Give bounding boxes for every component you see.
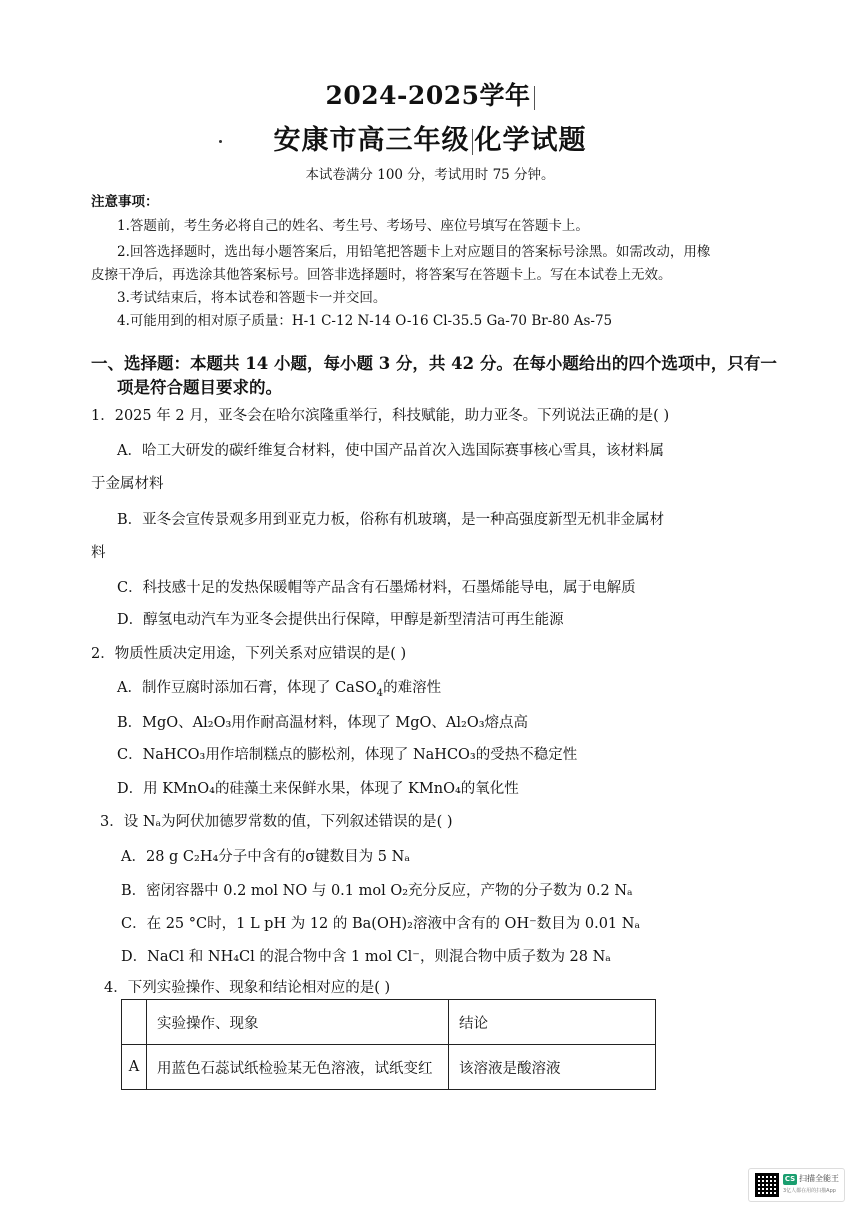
section-heading: 一、选择题：本题共 14 小题，每小题 3 分，共 42 分。在每小题给出的四个选项中，只有一: [91, 354, 777, 373]
question-3-option-a: A．28 g C₂H₄分子中含有的σ键数目为 5 Nₐ: [121, 849, 410, 865]
question-2-option-b: B．MgO、Al₂O₃用作耐高温材料，体现了 MgO、Al₂O₃熔点高: [117, 715, 529, 731]
question-1-option-a-cont: 于金属材料: [91, 476, 164, 492]
experiment-table: [121, 999, 656, 1090]
table-cell: A: [122, 1045, 147, 1090]
question-2-stem: 2．物质性质决定用途，下列关系对应错误的是( ): [91, 646, 407, 662]
table-header-row: [122, 1000, 656, 1045]
question-1-option-b-cont: 料: [91, 545, 106, 561]
note-item: 皮擦干净后，再选涂其他答案标号。回答非选择题时，将答案写在答题卡上。写在本试卷上无效。: [91, 267, 672, 283]
note-item: 2.回答选择题时，选出每小题答案后，用铅笔把答题卡上对应题目的答案标号涂黑。如需改动，用橡: [117, 244, 711, 260]
scanner-tagline: 3亿人都在用的扫描App: [783, 1188, 836, 1194]
exam-subtitle: 本试卷满分 100 分，考试用时 75 分钟。: [305, 167, 555, 183]
question-4-stem: 4．下列实验操作、现象和结论相对应的是( ): [104, 980, 391, 996]
question-1-option-d: D．醇氢电动汽车为亚冬会提供出行保障，甲醇是新型清洁可再生能源: [117, 612, 564, 628]
table-header-cell: 结论: [449, 1000, 656, 1045]
question-2-option-c: C．NaHCO₃用作培制糕点的膨松剂，体现了 NaHCO₃的受热不稳定性: [117, 747, 578, 763]
table-cell: 用蓝色石蕊试纸检验某无色溶液，试纸变红: [147, 1045, 449, 1090]
note-item: 1.答题前，考生务必将自己的姓名、考生号、考场号、座位号填写在答题卡上。: [117, 218, 589, 234]
question-3-option-c: C．在 25 °C时，1 L pH 为 12 的 Ba(OH)₂溶液中含有的 OH⁻数目为 0.01 Nₐ: [121, 916, 641, 932]
question-3-option-d: D．NaCl 和 NH₄Cl 的混合物中含 1 mol Cl⁻，则混合物中质子数为 28 Nₐ: [121, 949, 611, 965]
table-row: [122, 1045, 656, 1090]
note-item: 4.可能用到的相对原子质量：H-1 C-12 N-14 O-16 Cl-35.5 Ga-70 Br-80 As-75: [117, 313, 613, 329]
section-heading-cont: 项是符合题目要求的。: [117, 378, 282, 397]
question-1-option-a: A．哈工大研发的碳纤维复合材料，使中国产品首次入选国际赛事核心雪具，该材料属: [117, 443, 664, 459]
question-1-stem: 1．2025 年 2 月，亚冬会在哈尔滨隆重举行，科技赋能，助力亚冬。下列说法正确的是( ): [91, 408, 670, 424]
table-header-cell: [122, 1000, 147, 1045]
scanner-logo: CS: [784, 1175, 796, 1183]
question-2-option-a: A．制作豆腐时添加石膏，体现了 CaSO$_4$的难溶性: [117, 680, 442, 699]
qr-code-icon: [755, 1173, 779, 1197]
exam-year: 2024-2025学年: [0, 76, 860, 112]
question-1-option-c: C．科技感十足的发热保暖帽等产品含有石墨烯材料，石墨烯能导电，属于电解质: [117, 580, 636, 596]
table-header-cell: 实验操作、现象: [147, 1000, 449, 1045]
table-cell: 该溶液是酸溶液: [449, 1045, 656, 1090]
question-3-option-b: B．密闭容器中 0.2 mol NO 与 0.1 mol O₂充分反应，产物的分子数为 0.2 Nₐ: [121, 883, 633, 899]
exam-title: 安康市高三年级 化学试题: [273, 125, 587, 156]
note-item: 3.考试结束后，将本试卷和答题卡一并交回。: [117, 290, 387, 306]
question-3-stem: 3．设 Nₐ为阿伏加德罗常数的值，下列叙述错误的是( ): [100, 814, 453, 830]
scanner-name: 扫描全能王: [799, 1174, 839, 1183]
scanner-watermark: [748, 1168, 845, 1202]
question-2-option-d: D．用 KMnO₄的硅藻土来保鲜水果，体现了 KMnO₄的氧化性: [117, 781, 519, 797]
notes-heading: 注意事项：: [91, 194, 159, 210]
question-1-option-b: B．亚冬会宣传景观多用到亚克力板，俗称有机玻璃，是一种高强度新型无机非金属材: [117, 512, 665, 528]
